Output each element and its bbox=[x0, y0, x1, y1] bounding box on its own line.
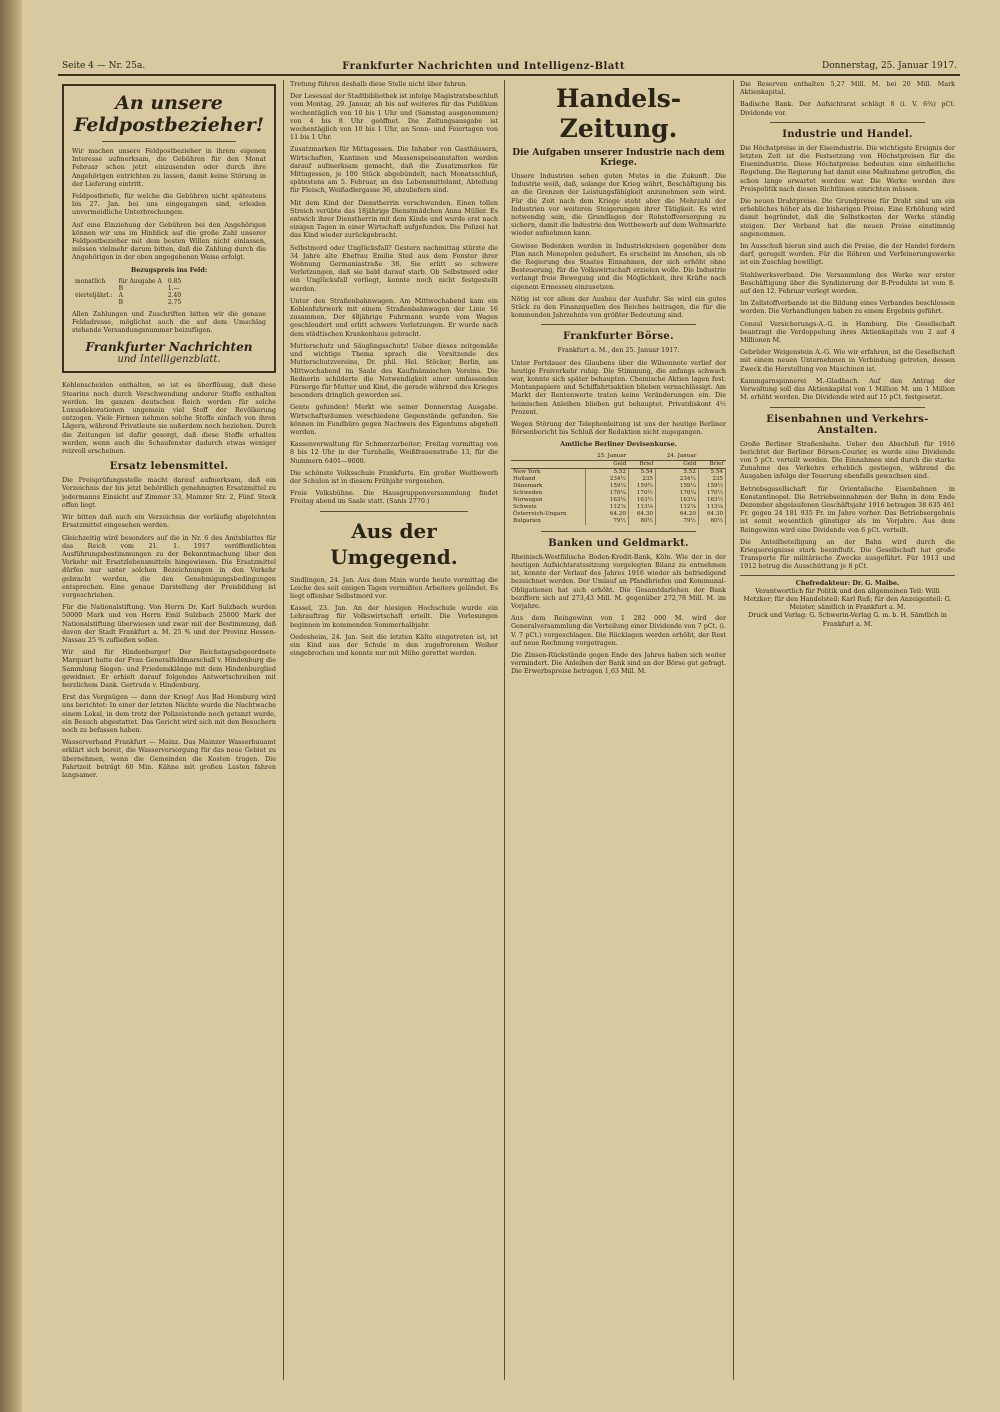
article-paragraph: Die Zinsen-Rückstände gegen Ende des Jahres haben sich weiter vermindert. Die Anleihen der Bank sind an der Börse gut gefragt. Die Erwerbspreise betragen 1,63 Mill. M. bbox=[511, 650, 726, 676]
column-divider bbox=[283, 80, 284, 1380]
price-row: monatlich für Ausgabe A 0.85 bbox=[75, 277, 182, 285]
article-paragraph: Die Höchstpreise in der Eiseindustrie. Die wichtigste Ereignis der letzten Zeit ist die Festsetzung von Höchstpreisen für die Eisenindustrie. Diese Höchstpreise bedeuten eine einheitliche Regelung. Die Regierung hat damit eine Maßnahme getroffen, die schon lange erwartet worden war. Die Werke werden ihre Preispolitik nach diesen Richtlinien einrichten müssen. bbox=[740, 143, 955, 193]
article-paragraph: Die neuen Drahtpreise. Die Grundpreise für Draht sind um ein erhebliches höher als die bisherigen Preise. Eine Erhöhung wird damit begründet, daß die Selbstkosten der Werke ständig steigen. Der Verband hat die neuen Preise einstimmig angenommen. bbox=[740, 197, 955, 238]
divider bbox=[770, 122, 925, 123]
notice-title: An unsere Feldpostbezieher! bbox=[73, 92, 265, 136]
article-paragraph: Freie Volksbühne. Die Hausgruppenversammlung findet Freitag abend im Saale statt. (Sanis 2770.) bbox=[290, 489, 498, 506]
dateline: Frankfurt a. M., den 25. Januar 1917. bbox=[557, 346, 680, 355]
table-row: Österreich-Ungarn 64.20 64.30 64.20 64.30 bbox=[511, 511, 726, 518]
table-row: New York 5.52 5.54 5.52 5.54 bbox=[511, 468, 726, 476]
article-paragraph: Unsere Industrien sehen guten Mutes in die Zukunft. Die Industrie weiß, daß, solange der Krieg währt, Beschäftigung bis an die Grenzen der Leistungsfähigkeit anzunehmen sein wird. Für die Zeit nach dem Kriege steht aber die Mehrzahl der Industrien vor weiteren Steigerungen ihrer Tätigkeit. Es wird notwendig sein, die Grundlagen der Rohstoffversorgung zu sichern, damit die Industrie den Wettbewerb auf dem Weltmarkte wieder aufnehmen kann. bbox=[511, 172, 726, 238]
article-paragraph: Der Lesesaal der Stadtbibliothek ist infolge Magistratsbeschluß vom Montag, 29. Januar, ab bis auf weiteres für das Publikum wochentäglich von 10 bis 1 Uhr und (Samstag ausgenommen) von 4 bis 8 Uhr geöffnet. Die Zeitungsausgabe ist wochentäglich von 10 bis 1 Uhr, an Sonn- und Feiertagen von 11 bis 1 Uhr. bbox=[290, 92, 498, 142]
article-paragraph: Rheinisch-Westfälische Boden-Kredit-Bank, Köln. Wie der in der heutigen Aufsichtsratssitzung vorgelegten Bilanz zu entnehmen ist, konnte der Verlauf des Jahres 1916 wieder als befriedigend bezeichnet werden. Der Umlauf an Pfandbriefen und Kommunal-Obligationen hat sich erhöht. Die Gesamtdarlehen der Bank beziffern sich auf 273,43 Mill. M. gegenüber 272,78 Mill. M. im Vorjahre. bbox=[511, 552, 726, 610]
table-row: Holland 234½ 235 234½ 235 bbox=[511, 476, 726, 483]
article-paragraph: Stahlwerksverband. Die Versammlung des Werke war erster Beschäftigung über die Syndizierung der B-Produkte ist vom 8. auf den 12. Februar verlegt worden. bbox=[740, 270, 955, 296]
table-header-row: 25. Januar 24. Januar bbox=[511, 453, 726, 461]
article-paragraph: Wir bitten daß auch ein Verzeichnis der vorläufig abgelehnten Ersatzmittel eingesehen werden. bbox=[62, 513, 276, 530]
article-paragraph: Kohlenscheiden enthalten, so ist es überflüssig, daß diese Stearins noch durch Verschwendung anderer Stoffe enthalten werden. Im ganzen deutschen Reich werden für solche Luxusdekorationen ungemein viel Stoff der Bevölkerung entzogen. Viele Firmen nehmen solche Stoffe einfach von ihren Lägern, während Privatleute sie außerdem noch beziehen. Durch die Zeitungen ist dafür gesorgt, daß diese Stoffe erhalten werden, wenn auch die Schaufenster dadurch etwas weniger reizvoll erscheinen. bbox=[62, 381, 276, 456]
article-paragraph: Wegen Störung der Telephonleitung ist uns der heutige Berliner Börsenbericht bis Schluß der Redaktion nicht zugegangen. bbox=[511, 420, 726, 437]
notice-paragraph: Allen Zahlungen und Zuschriften bitten wir die genaue Feldadresse, möglichst auch die auf dem Umschlag stehende Versandungsnummer beizufügen. bbox=[72, 309, 266, 335]
article-paragraph: Zusatzmarken für Mittagessen. Die Inhaber von Gasthäusern, Wirtschaften, Kantinen und Massenspeiseanstalten werden darauf aufmerksam gemacht, daß die Zusatzmarken für Mittagessen, je 100 Stück abgebündelt, nach Monatsschluß, spätestens am 5. Februar, an das Lebensmittelamt, Abteilung für Fleisch, Weißadlergasse 36, abzuliefern sind. bbox=[290, 145, 498, 195]
article-paragraph: Gebrüder Weigenstein A.-G. Wie wir erfahren, ist die Gesellschaft mit einem neuen Unternehmen in Verbindung getreten, dessen Zweck die Herstellung von Maschinen ist. bbox=[740, 348, 955, 373]
article-paragraph: Selbstmord oder Unglücksfall? Gestern nachmittag stürzte die 34 Jahre alte Ehefrau Emilie Steil aus dem Fenster ihrer Wohnung Germaniastraße 38. Sie erlitt so schwere Verletzungen, daß sie bald darauf starb. Ob Selbstmord oder ein Unglücksfall vorliegt, konnte noch nicht festgestellt werden. bbox=[290, 243, 498, 293]
page-header bbox=[62, 58, 957, 74]
article-paragraph: Sindlingen, 24. Jan. Aus dem Main wurde heute vormittag die Leiche des seit einigen Tagen vermißten Arbeiters geländet. Es liegt offenbar Selbstmord vor. bbox=[290, 575, 498, 600]
price-row: vierteljährl.: A 2.40 bbox=[75, 291, 182, 299]
article-paragraph: Die schönste Volksschule Frankfurts. Ein großer Weitbewerb der Schulen ist in diesem Frühjahr vorgesehen. bbox=[290, 468, 498, 485]
section-heading: Banken und Geldmarkt. bbox=[548, 537, 689, 549]
header-rule bbox=[58, 74, 960, 76]
article-paragraph: Mit dem Kind der Dienstherrin verschwunden. Einen tollen Streich verübte das 18jährige Dienstmädchen Anna Müller. Es entwich ihrer Dienstherrin mit dem Kinde und wurde erst nach einigen Tagen in einer Wirtschaft aufgefunden. Die Polizei hat das Kind wieder zurückgebracht. bbox=[290, 198, 498, 240]
table-row: Bulgarien 79½ 80½ 79½ 80½ bbox=[511, 518, 726, 525]
article-paragraph: Die Anteilbeteiligung an der Bahn wird durch die Kriegsereignisse stark beeinflußt. Die Gesellschaft hat große Transporte für militärische Zwecke ausgeführt. Für 1913 und 1912 betrug die Ausschüttung je 8 pCt. bbox=[740, 537, 955, 571]
article-paragraph: Erst das Vergnügen — dann der Krieg! Aus Bad Homburg wird uns berichtet: In einer der letzten Nächte wurde die Nachtwache einem Lokal, in dem trotz der Polizeistunde noch getanzt wurde, ein Besuch abgestattet. Das Gericht wird sich mit den Besuchern noch zu befassen haben. bbox=[62, 693, 276, 734]
table-row: Schweiz 112⅞ 113⅛ 112⅞ 113⅛ bbox=[511, 504, 726, 511]
column-4 bbox=[740, 80, 955, 1380]
article-headline: Die Aufgaben unserer Industrie nach dem Kriege. bbox=[512, 148, 725, 168]
exchange-rate-table bbox=[511, 453, 726, 525]
article-paragraph: Kammgarnspinnerei M.-Gladbach. Auf den Antrag der Verwaltung soll das Aktienkapital von 1 Million M. um 1 Million M. erhöht werden. Die Dividende wird auf 15 pCt. festgesetzt. bbox=[740, 376, 955, 402]
section-heading: Industrie und Handel. bbox=[782, 128, 913, 140]
section-heading-umgegend: Aus der Umgegend. bbox=[330, 518, 458, 569]
price-heading: Bezugspreis ins Feld: bbox=[130, 265, 208, 274]
section-heading: Eisenbahnen und Verkehrs-Anstalten. bbox=[766, 413, 929, 436]
article-paragraph: Für die Nationalstiftung. Von Herrn Dr. Karl Sulzbach wurden 50000 Mark und von Herrn Emil Sulzbach 25000 Mark der Nationalstiftung überwiesen und zwar mit der Bestimmung, daß davon der Stadt Frankfurt a. M. 25 % und der Provinz Hessen-Nassau 25 % zufließen sollen. bbox=[62, 603, 276, 644]
article-paragraph: Kassenverwaltung für Schmerzarbeiter; Freitag vormittag von 8 bis 12 Uhr in der Turnhalle, Weißfrauenstraße 13, für die Nummern 6401—9000. bbox=[290, 440, 498, 465]
price-row: B 1.— bbox=[118, 284, 180, 292]
section-heading: Frankfurter Börse. bbox=[563, 331, 674, 343]
article-paragraph: Mutterschutz und Säuglingsschutz! Ueber dieses zeitgemäße und wichtige Thema sprach die Vorsitzende des Mutterschutzvereins, Dr. phil. Hel. Stöcker, Berlin, am Mittwochabend im Saale des Kaufmännischen Vereins. Die Rednerin schilderte die Notwendigkeit einer umfassenden Fürsorge für Mutter und Kind, die gerade während des Krieges besonders dringlich geworden sei. bbox=[290, 341, 498, 400]
article-paragraph: Aus dem Reingewinn von 1 282 000 M. wird der Generalversammlung die Verteilung einer Dividende von 7 pCt. (i. V. 7 pCt.) vorgeschlagen. Die Rücklagen werden erhöht, der Rest auf neue Rechnung vorgetragen. bbox=[511, 614, 726, 647]
column-divider bbox=[733, 80, 734, 1380]
responsible-editors: Verantwortlich für Politik und den allgemeinen Teil: Willi Metzker; für den Handelsteil: Karl Ruß; für den Anzeigenteil: G. Meister, sämtlich in Frankfurt a. M. bbox=[743, 586, 952, 612]
table-header-row: Geld Brief Geld Brief bbox=[511, 460, 726, 468]
publisher-name: Frankfurter Nachrichten bbox=[85, 340, 253, 355]
publisher-name-sub: und Intelligenzblatt. bbox=[117, 354, 221, 366]
article-paragraph: Badische Bank. Der Aufsichtsrat schlägt 8 (i. V. 6¾) pCt. Dividende vor. bbox=[740, 100, 955, 117]
imprint bbox=[740, 575, 955, 628]
article-paragraph: Nötig ist vor allem der Ausbau der Ausfuhr. Sie wird ein gutes Stück zu den Finanzquellen des Reiches beitragen, die für die kommenden Jahrzehnte von größter Bedeutung sind. bbox=[511, 294, 726, 320]
divider bbox=[541, 531, 696, 532]
article-paragraph: Consul Versicherungs-A.-G. in Hamburg. Die Gesellschaft beantragt die Verdoppelung ihres Aktienkapitals von 2 auf 4 Millionen M. bbox=[740, 319, 955, 345]
price-table bbox=[72, 278, 184, 306]
notice-paragraph: Feldpostbriefe, für welche die Gebühren nicht spätestens bis 27. Jan. bei uns eingegangen sind, erleiden unvermeidliche Unterbrechungen. bbox=[72, 192, 266, 217]
column-2 bbox=[290, 80, 498, 1380]
column-1 bbox=[62, 80, 276, 1380]
article-paragraph: Kassel, 23. Jan. An der hiesigen Hochschule wurde ein Lehrauftrag für Volkswirtschaft erteilt. Die Vorlesungen beginnen im kommenden Sommerhalbjahr. bbox=[290, 604, 498, 629]
article-paragraph: Unter den Straßenbahnwagen. Am Mittwochabend kam ein Kohlenfuhrwerk mit einem Straßenbahnwagen der Linie 16 zusammen. Der 48jährige Fuhrmann wurde vom Wagen geschleudert und erlitt schwere Verletzungen. Er wurde nach dem städtischen Krankenhaus gebracht. bbox=[290, 296, 498, 338]
divider bbox=[770, 407, 925, 408]
divider bbox=[541, 324, 696, 325]
article-paragraph: Wir sind für Hindenburger! Der Reichstagsabgeordnete Marquart hatte der Frau Generalfeldmarschall v. Hindenburg die Sammlung Siegen- und Friedensklänge mit dem Hindenburglied gewidmet. Er erhielt darauf folgendes Antwortschreiben mit herzlichem Dank. Gertrude v. Hindenburg. bbox=[62, 648, 276, 689]
commerce-section-title: Handels-Zeitung. bbox=[555, 84, 682, 143]
table-row: Dänemark 159¼ 159½ 159¼ 159½ bbox=[511, 483, 726, 490]
page-number: Seite 4 — Nr. 25a. bbox=[62, 61, 146, 71]
column-divider bbox=[504, 80, 505, 1380]
printer-publisher: Druck und Verlag: G. Schwerin-Verlag G. m. b. H. Sämtlich in Frankfurt a. M. bbox=[748, 611, 947, 628]
article-paragraph: Die Preisprüfungsstelle macht darauf aufmerksam, daß ein Verzeichnis der bis jetzt behördlich genehmigten Ersatzmittel zu jedermanns Einsicht auf Zimmer 33, Mainzer Str. 2, Fünf. Stock offen liegt. bbox=[62, 476, 276, 509]
article-paragraph: Tretung führen deshalb diese Stelle nicht über fahren. bbox=[290, 80, 468, 88]
exchange-table-title: Amtliche Berliner Devisenkurse. bbox=[560, 440, 677, 449]
binding-spine bbox=[0, 0, 22, 1412]
article-paragraph: Betriebsgesellschaft für Orientalische Eisenbahnen in Konstantinopel. Die Betriebseinnahmen der Bahn in dem Ende Dezember abgelaufenen Geschäftsjahr 1916 betragen 38 635 461 Fr. gegen 24 181 935 Fr. im Jahre vorher. Das Betriebsergebnis ist somit wesentlich günstiger als im Vorjahre. Aus dem Reingewinn wird eine Dividende von 6 pCt. verteilt. bbox=[740, 484, 955, 534]
notice-paragraph: Auf eine Einziehung der Gebühren bei den Angehörigen können wir uns im Hinblick auf die große Zahl unserer Feldpostbezieher mit dem besten Willen nicht einlassen, müssen vielmehr darum bitten, daß die Zahlung durch die Angehörigen in der oben angegebenen Weise erfolgt. bbox=[72, 220, 266, 262]
chief-editor: Chefredakteur: Dr. G. Maibe. bbox=[795, 578, 900, 587]
article-paragraph: Im Ausschuß hieran sind auch die Preise, die der Handel fordern darf, geregelt worden. Für die Röhren und Verfeinerungswerke ist ein Zuschlag bewilligt. bbox=[740, 242, 955, 267]
article-paragraph: Die Reserven enthalten 5,27 Mill. M. bei 20 Mill. Mark Aktienkapital. bbox=[740, 80, 955, 97]
notice-paragraph: Wir machen unsere Feldpostbezieher in ihrem eigenen Interesse aufmerksam, die Gebühren für den Monat Februar schon jetzt einzusenden oder durch ihre Angehörigen entrichten zu lassen, damit keine Störung in der Lieferung eintritt. bbox=[72, 147, 266, 188]
subscriber-notice-box bbox=[62, 84, 276, 373]
divider bbox=[320, 511, 468, 512]
article-paragraph: Im Zellstoffverbande ist die Bildung eines Verbandes beschlossen worden. Die Verhandlungen haben zu einem Ergebnis geführt. bbox=[740, 299, 955, 316]
issue-date: Donnerstag, 25. Januar 1917. bbox=[822, 61, 957, 71]
article-paragraph: Oedesheim, 24. Jan. Seit die letzten Kälte eingetreten ist, ist ein Kind aus der Schule in den zugefrorenen Weiher eingebrochen und konnte nur mit Mühe gerettet werden. bbox=[290, 632, 498, 658]
article-paragraph: Unter Fortdauer des Glaubens über die Wilsonnote verlief der heutige Freiverkehr ruhig. Die Stimmung, die anfangs schwach war, konnte sich später behaupten. Chemische Aktien lagen fest. Montanpapiere und Schiffahrtsaktien blieben vernachlässigt. Am Markt der Rentenwerte traten keine Veränderungen ein. Die heimischen Anleihen blieben gut behauptet. Privatdiskont 4½ Prozent. bbox=[511, 358, 726, 416]
column-3 bbox=[511, 80, 726, 1380]
divider bbox=[102, 141, 236, 142]
article-paragraph: Gleichzeitig wird besonders auf die in Nr. 6 des Amtsblattes für das Reich vom 21. 1. 1917 veröffentlichten Ausführungsbestimmungen zu der Bekanntmachung über den Verkehr mit Ersatzlebensmitteln hingewiesen. Die Ersatzmittel dürfen nur unter solchen Bezeichnungen in den Verkehr gebracht werden, die den Genehmigungsbedingungen entsprechen. Eine genaue Darstellung der Preisbildung ist vorgeschrieben. bbox=[62, 533, 276, 599]
masthead-title: Frankfurter Nachrichten und Intelligenz-Blatt bbox=[342, 60, 626, 72]
article-paragraph: Gente gefunden! Merkt wie seiner Donnerstag Ausgabe. Wirtschaftsräumen verschiedene Gegenstände gefunden. Sie können im Fundbüro gegen Nachweis des Eigentums abgeholt werden. bbox=[290, 403, 498, 436]
article-paragraph: Wasserverband Frankfurt — Mainz. Das Mainzer Wasserbauamt erklärt sich bereit, die Wasserversorgung für das neue Gebiet zu übernehmen, wenn die Gemeinden die Kosten tragen. Die Fahrtzeit beträgt 60 Min. Kähne mit großen Lasten fahren langsamer. bbox=[62, 738, 276, 779]
table-row: Norwegen 163¼ 163½ 163¼ 163½ bbox=[511, 497, 726, 504]
article-paragraph: Gewisse Bedenken werden in Industriekreisen gegenüber dem Plan nach Monopolen geäußert. Es erscheint im Ansehen, als ob die Regierung des Staates Einnahmen, der sich erhöht ohne Besteuerung, für die Volkswirtschaft erzielen wolle. Die Industrie verlangt freie Bewegung und die Möglichkeit, ihre Kräfte nach eigenem Ermessen einzusetzen. bbox=[511, 241, 726, 291]
section-heading: Ersatz lebensmittel. bbox=[109, 461, 229, 473]
table-row: Schweden 170¼ 170½ 170¼ 170½ bbox=[511, 490, 726, 497]
article-paragraph: Große Berliner Straßenbahn. Ueber den Abschluß für 1916 berichtet der Berliner Börsen-Courier, es werde eine Dividende von 5 pCt. verteilt werden. Die Einnahmen sind durch die starke Zunahme des Verkehrs erheblich gestiegen, während die Ausgaben infolge der Teuerung ebenfalls gewachsen sind. bbox=[740, 439, 955, 481]
price-row: B 2.75 bbox=[118, 298, 182, 306]
